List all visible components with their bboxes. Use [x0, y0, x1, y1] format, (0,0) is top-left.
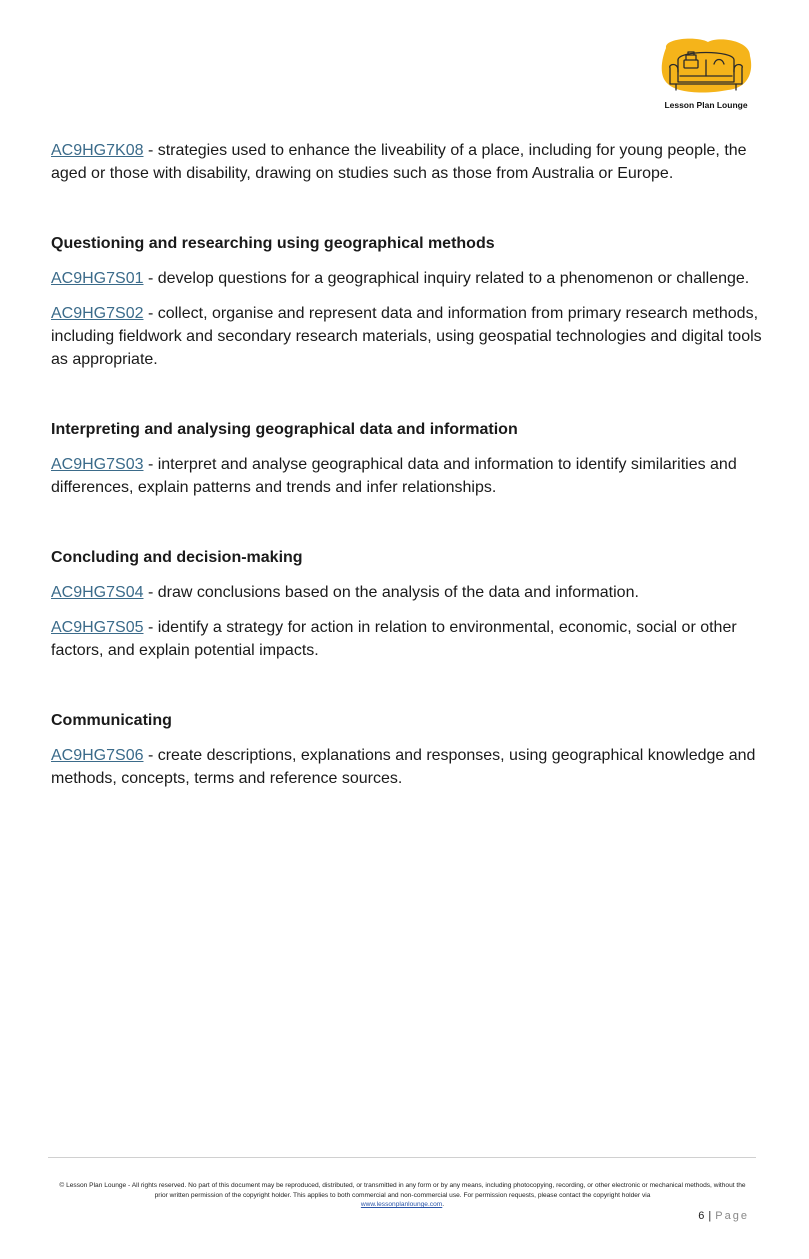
curriculum-code-link[interactable]: AC9HG7S06	[51, 747, 144, 764]
link-suffix: .	[442, 1201, 445, 1208]
section-heading: Interpreting and analysing geographical data and information	[51, 421, 518, 438]
curriculum-item	[51, 139, 763, 185]
curriculum-description: - strategies used to enhance the liveability of a place, including for young people, the aged or those with disability, drawing on studies such as those from Australia or Europe.	[51, 142, 747, 182]
curriculum-description: - draw conclusions based on the analysis of the data and information.	[143, 584, 639, 601]
section-heading: Concluding and decision-making	[51, 549, 303, 566]
footer-divider	[48, 1157, 756, 1158]
curriculum-code-link[interactable]: AC9HG7S03	[51, 456, 144, 473]
logo	[658, 38, 754, 114]
page-separator: |	[704, 1210, 716, 1222]
curriculum-code-link[interactable]: AC9HG7K08	[51, 142, 144, 159]
curriculum-item	[51, 453, 763, 499]
curriculum-item	[51, 616, 763, 662]
curriculum-description: - interpret and analyse geographical data and information to identify similarities and differences, explain patterns and trends and infer relationships.	[51, 456, 737, 496]
page-number	[698, 1210, 749, 1222]
website-link[interactable]: www.lessonplanlounge.com	[360, 1201, 443, 1208]
curriculum-code-link[interactable]: AC9HG7S01	[51, 270, 144, 287]
page-number-value: 6	[698, 1210, 705, 1222]
curriculum-description: - collect, organise and represent data and information from primary research methods, including fieldwork and secondary research materials, using geospatial technologies and digital tools as appropriate.	[51, 305, 762, 368]
curriculum-item	[51, 302, 763, 371]
copyright-text: © Lesson Plan Lounge - All rights reserved. No part of this document may be reproduced, distributed, or transmitted in any form or by any means, including photocopying, recording, or other electronic or mechanical methods, without the prior written permission of the copyright holder. This applies to both commercial and non-commercial use. For permission requests, please contact the copyright holder via	[59, 1182, 746, 1199]
sofa-logo-icon	[658, 38, 754, 100]
curriculum-description: - identify a strategy for action in relation to environmental, economic, social or other factors, and explain potential impacts.	[51, 619, 737, 659]
curriculum-description: - develop questions for a geographical inquiry related to a phenomenon or challenge.	[143, 270, 750, 287]
section-heading: Communicating	[51, 712, 172, 729]
document-body	[51, 139, 763, 790]
curriculum-item	[51, 744, 763, 790]
curriculum-item	[51, 581, 763, 604]
section-heading: Questioning and researching using geographical methods	[51, 235, 495, 252]
curriculum-item	[51, 267, 763, 290]
curriculum-description: - create descriptions, explanations and responses, using geographical knowledge and methods, concepts, terms and reference sources.	[51, 747, 756, 787]
page-word: Page	[715, 1210, 749, 1222]
curriculum-code-link[interactable]: AC9HG7S02	[51, 305, 144, 322]
curriculum-code-link[interactable]: AC9HG7S04	[51, 584, 144, 601]
footer-copyright	[55, 1181, 750, 1210]
logo-text: Lesson Plan Lounge	[664, 100, 748, 110]
curriculum-code-link[interactable]: AC9HG7S05	[51, 619, 144, 636]
